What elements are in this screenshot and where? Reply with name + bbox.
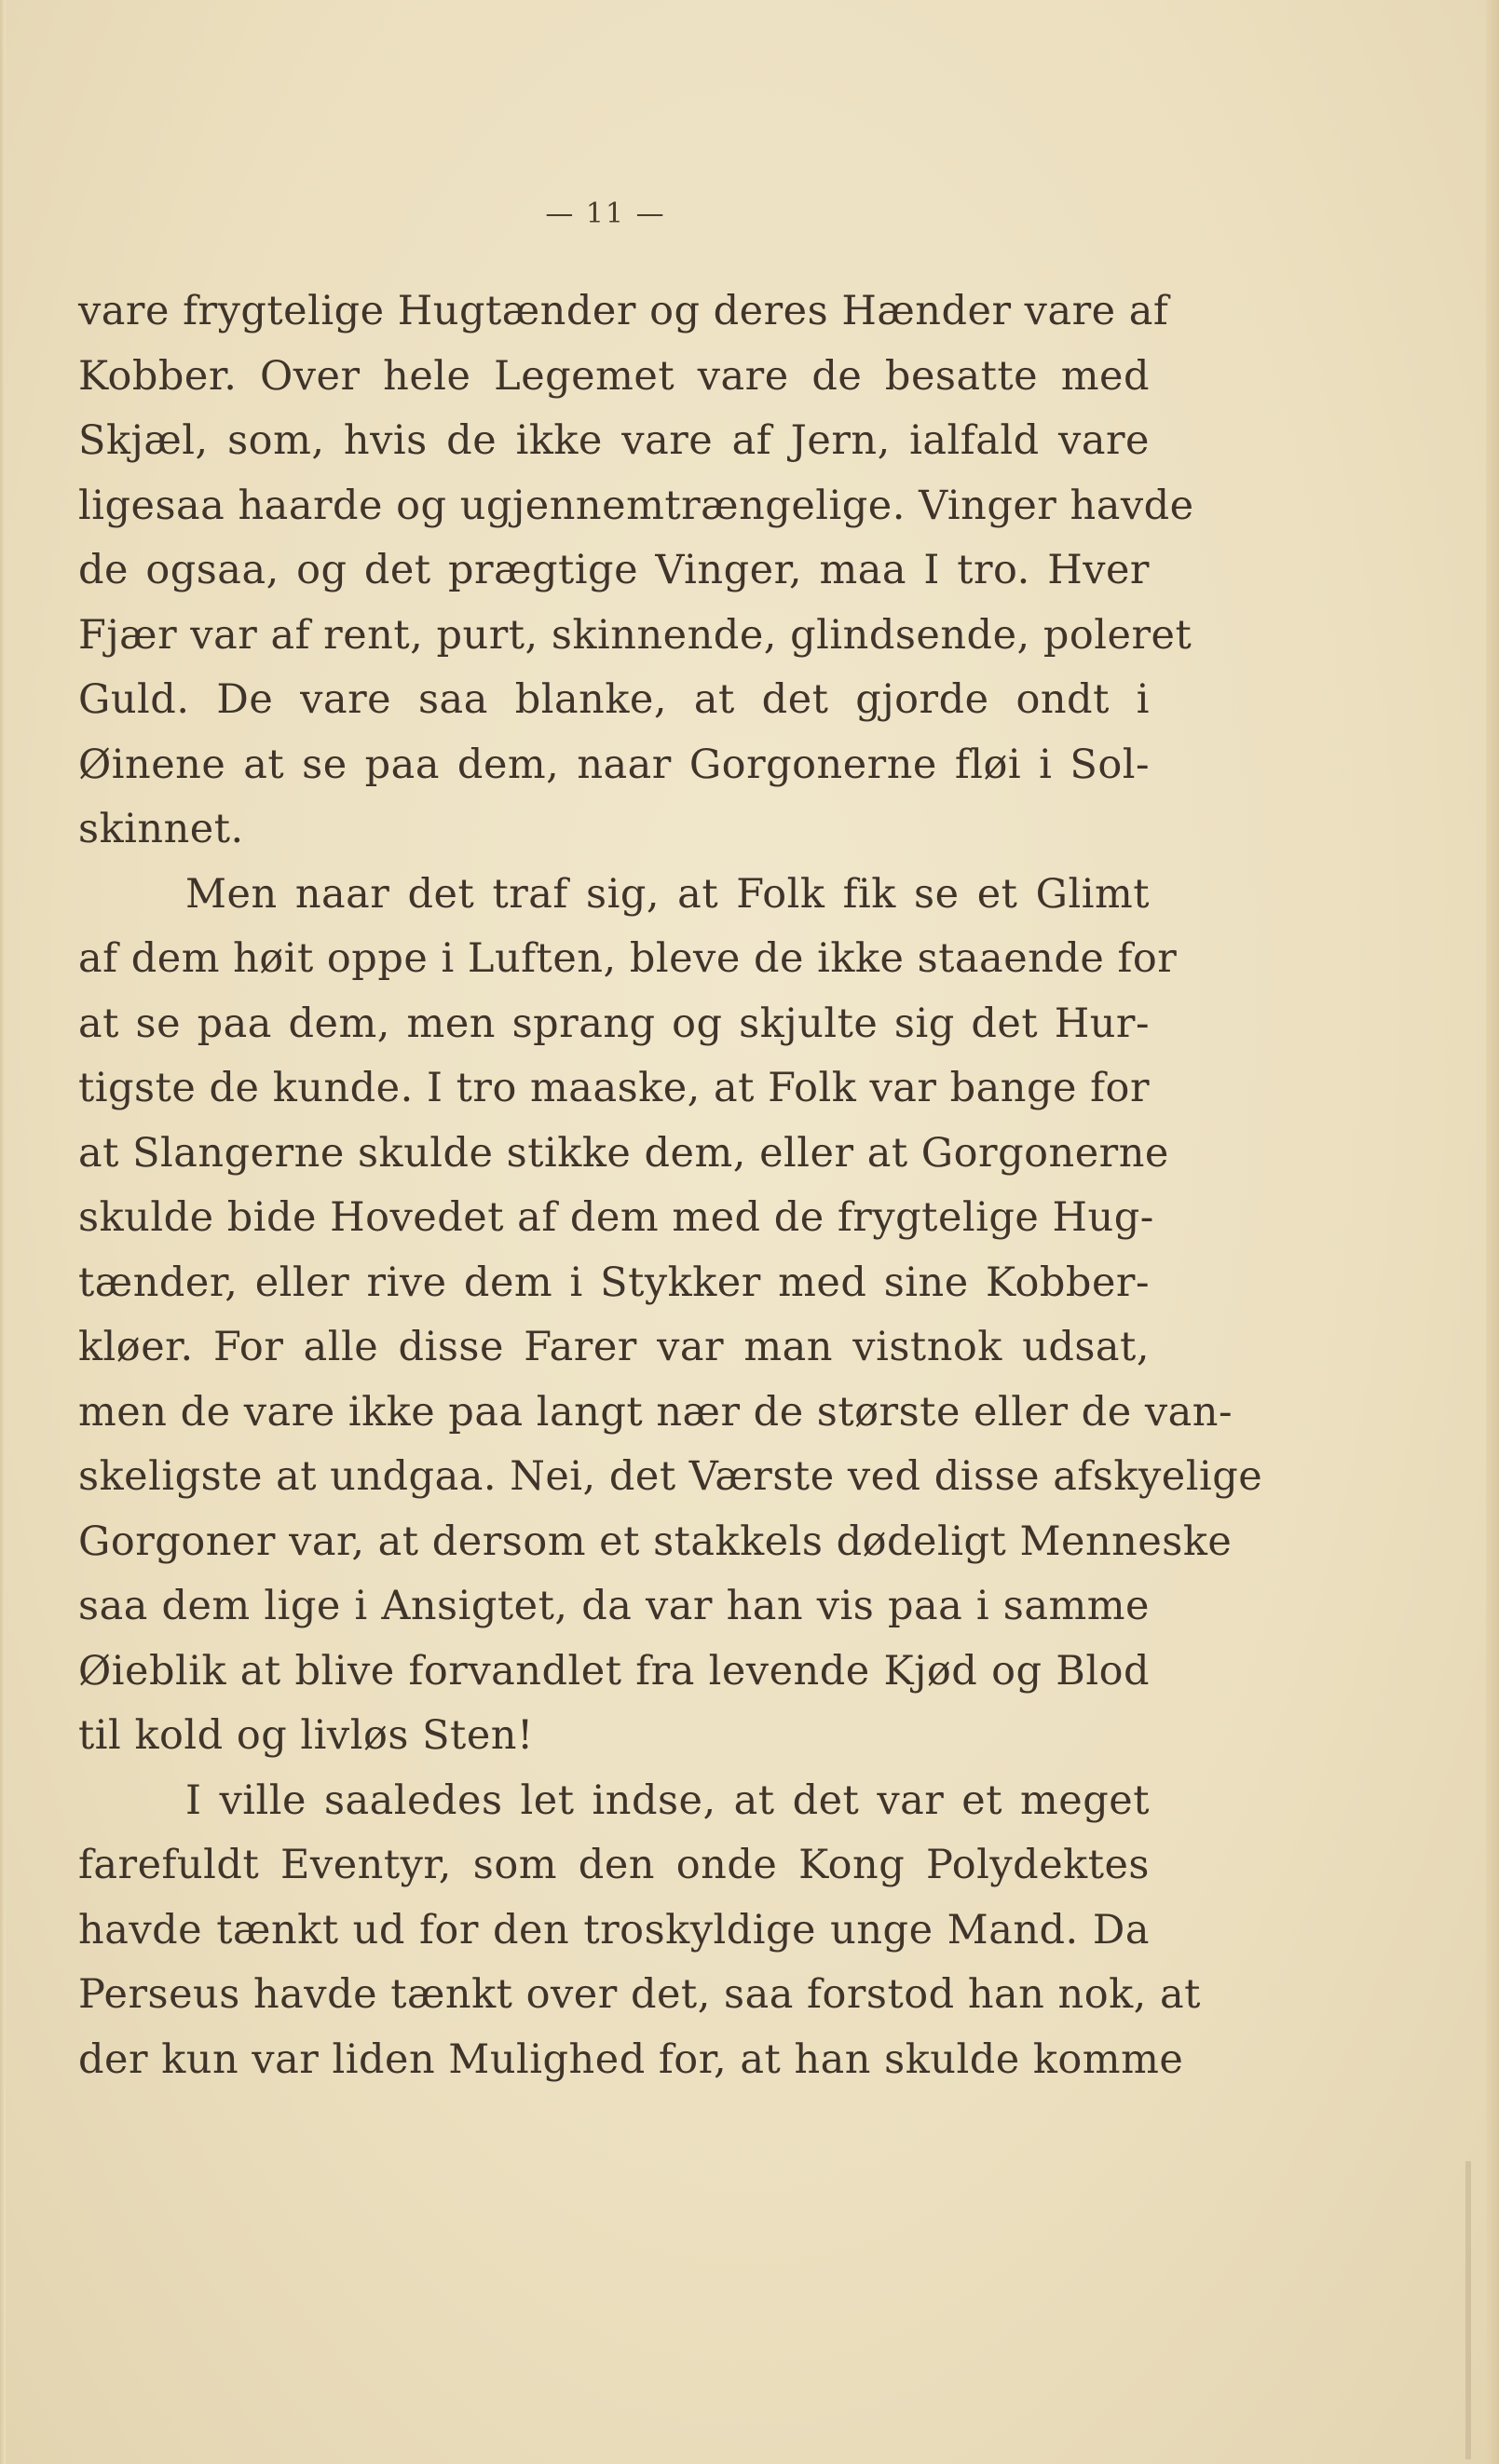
text-line: havde tænkt ud for den troskyldige unge Mand. Da [78, 1906, 1150, 1954]
text-line: tænder, eller rive dem i Stykker med sine Kobber- [78, 1259, 1150, 1306]
page-stain [1465, 2161, 1471, 2459]
text-line: Kobber. Over hele Legemet vare de besatte med [78, 352, 1150, 400]
text-line: at se paa dem, men sprang og skjulte sig det Hur- [78, 1000, 1150, 1047]
text-line: ligesaa haarde og ugjennemtrængelige. Vinger havde [78, 482, 1194, 529]
page-left-edge [0, 0, 6, 2464]
text-line: skinnet. [78, 806, 244, 852]
text-line: der kun var liden Mulighed for, at han skulde komme [78, 2035, 1184, 2083]
text-line: saa dem lige i Ansigtet, da var han vis paa i samme [78, 1583, 1150, 1629]
text-line: Fjær var af rent, purt, skinnende, glindsende, poleret [78, 611, 1192, 659]
text-line: de ogsaa, og det prægtige Vinger, maa I tro. Hver [78, 547, 1150, 593]
text-line: Gorgoner var, at dersom et stakkels dødeligt Menneske [78, 1518, 1233, 1565]
page-right-edge [1486, 0, 1499, 2464]
text-line: Men naar det traf sig, at Folk fik se et Glimt [185, 870, 1150, 918]
text-line: at Slangerne skulde stikke dem, eller at Gorgonerne [78, 1129, 1169, 1177]
text-line: farefuldt Eventyr, som den onde Kong Polydektes [78, 1842, 1150, 1888]
text-line: I ville saaledes let indse, at det var et meget [185, 1777, 1150, 1824]
text-line: Øieblik at blive forvandlet fra levende Kjød og Blod [78, 1647, 1150, 1695]
body-text [78, 279, 1263, 2092]
text-line: Perseus havde tænkt over det, saa forstod han nok, at [78, 1971, 1201, 2018]
text-line: skeligste at undgaa. Nei, det Værste ved disse afskyelige [78, 1453, 1263, 1500]
text-line: men de vare ikke paa langt nær de største eller de van- [78, 1388, 1233, 1436]
text-line: vare frygtelige Hugtænder og deres Hænder vare af [78, 288, 1169, 334]
text-line: Guld. De vare saa blanke, at det gjorde ondt i [78, 676, 1150, 723]
text-line: Skjæl, som, hvis de ikke vare af Jern, ialfald vare [78, 417, 1150, 464]
text-line: kløer. For alle disse Farer var man vistnok udsat, [78, 1324, 1150, 1370]
page-number: — 11 — [545, 197, 666, 230]
text-line: tigste de kunde. I tro maaske, at Folk var bange for [78, 1065, 1150, 1111]
text-line: skulde bide Hovedet af dem med de frygtelige Hug- [78, 1194, 1154, 1241]
text-line: til kold og livløs Sten! [78, 1712, 534, 1759]
text-line: af dem høit oppe i Luften, bleve de ikke staaende for [78, 935, 1178, 982]
text-line: Øinene at se paa dem, naar Gorgonerne fløi i Sol- [78, 741, 1150, 788]
